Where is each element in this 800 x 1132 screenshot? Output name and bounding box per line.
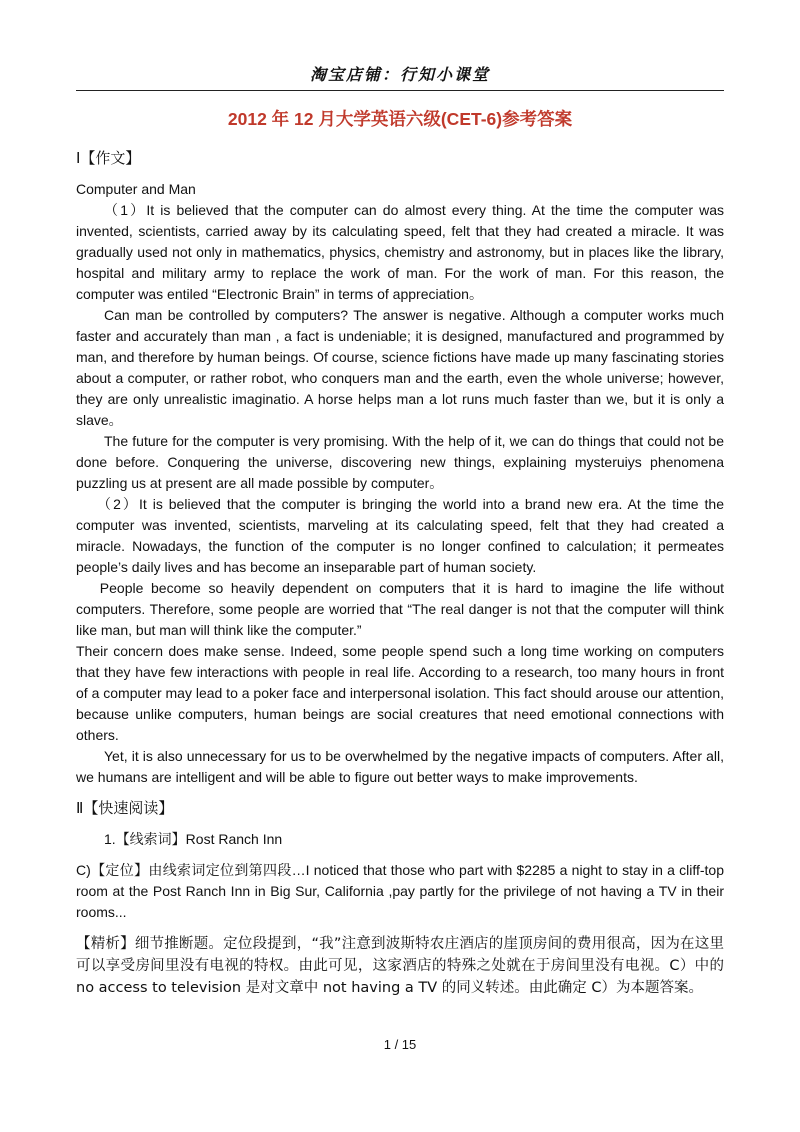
essay-paragraph: （1）It is believed that the computer can do almost every thing. At the time the computer was invented, scientists, carried away by its calculating speed, felt that they had created a miracle. It was gradually used not only in mathematics, physics, chemistry and astronomy, but in places like the library, hospital and military army to replace the work of man. For the work of man. For this reason, the computer was entiled “Electronic Brain” in terms of appreciation。 (76, 202, 724, 302)
essay-paragraph: Yet, it is also unnecessary for us to be overwhelmed by the negative impacts of computers. After all, we humans are intelligent and will be able to figure out better ways to make improvements. (76, 748, 724, 785)
page-number: 1 / 15 (383, 1037, 417, 1052)
essay-paragraph: The future for the computer is very promising. With the help of it, we can do things that could not be done before. Conquering the universe, discovering new things, explaining mysteruiys phenomena puzzling us at present are all made possible by computer。 (76, 433, 724, 491)
essay-title: Computer and Man (76, 181, 196, 197)
question-locate: C)【定位】由线索词定位到第四段…I noticed that those who part with $2285 a night to stay in a cliff-top room at the Post Ranch Inn in Big Sur, California ,pay partly for the privilege of not having a TV in their rooms... (76, 862, 724, 920)
section-heading-writing: Ⅰ【作文】 (76, 150, 141, 167)
header-divider (76, 90, 724, 91)
essay-paragraph: Can man be controlled by computers? The answer is negative. Although a computer works much faster and accurately than man , a fact is undeniable; it is designed, manufactured and programmed by man, and therefore by human beings. Of course, science fictions have made up many fascinating stories about a computer, or rather robot, who conquers man and the earth, even the whole universe; however, they are only unrealistic imaginatio. A horse helps man a lot runs much faster than we, but it is only a slave。 (76, 307, 724, 428)
page-header: 淘宝店铺：行知小课堂 (309, 67, 490, 84)
section-heading-fast-reading: Ⅱ【快速阅读】 (76, 800, 174, 817)
document-body (76, 148, 724, 999)
document-title: 2012 年 12 月大学英语六级(CET-6)参考答案 (227, 109, 573, 129)
essay-paragraph: （2）It is believed that the computer is bringing the world into a brand new era. At the time the computer was invented, scientists, marveling at its calculating speed, felt that they had created a miracle. Nowadays, the function of the computer is no longer confined to calculation; it permeates people’s daily lives and has become an inseparable part of human society. (76, 496, 724, 575)
question-clue: 1.【线索词】Rost Ranch Inn (104, 831, 283, 847)
essay-paragraph: People become so heavily dependent on computers that it is hard to imagine the life without computers. Therefore, some people are worried that “The real danger is not that the computer will think like man, but man will think like the computer.” (76, 580, 724, 638)
question-analysis: 【精析】细节推断题。定位段提到，“我”注意到波斯特农庄酒店的崖顶房间的费用很高，因为在这里可以享受房间里没有电视的特权。由此可见，这家酒店的特殊之处就在于房间里没有电视。C）中的 no access to television 是对文章中 not having a TV 的同义转述。由此确定 C）为本题答案。 (76, 936, 724, 996)
essay-paragraph: Their concern does make sense. Indeed, some people spend such a long time working on computers that they have few interactions with people in real life. According to a research, too many hours in front of a computer may lead to a poker face and interpersonal isolation. This fact should arouse our attention, because unlike computers, human beings are social creatures that need emotional connections with others. (76, 643, 725, 743)
